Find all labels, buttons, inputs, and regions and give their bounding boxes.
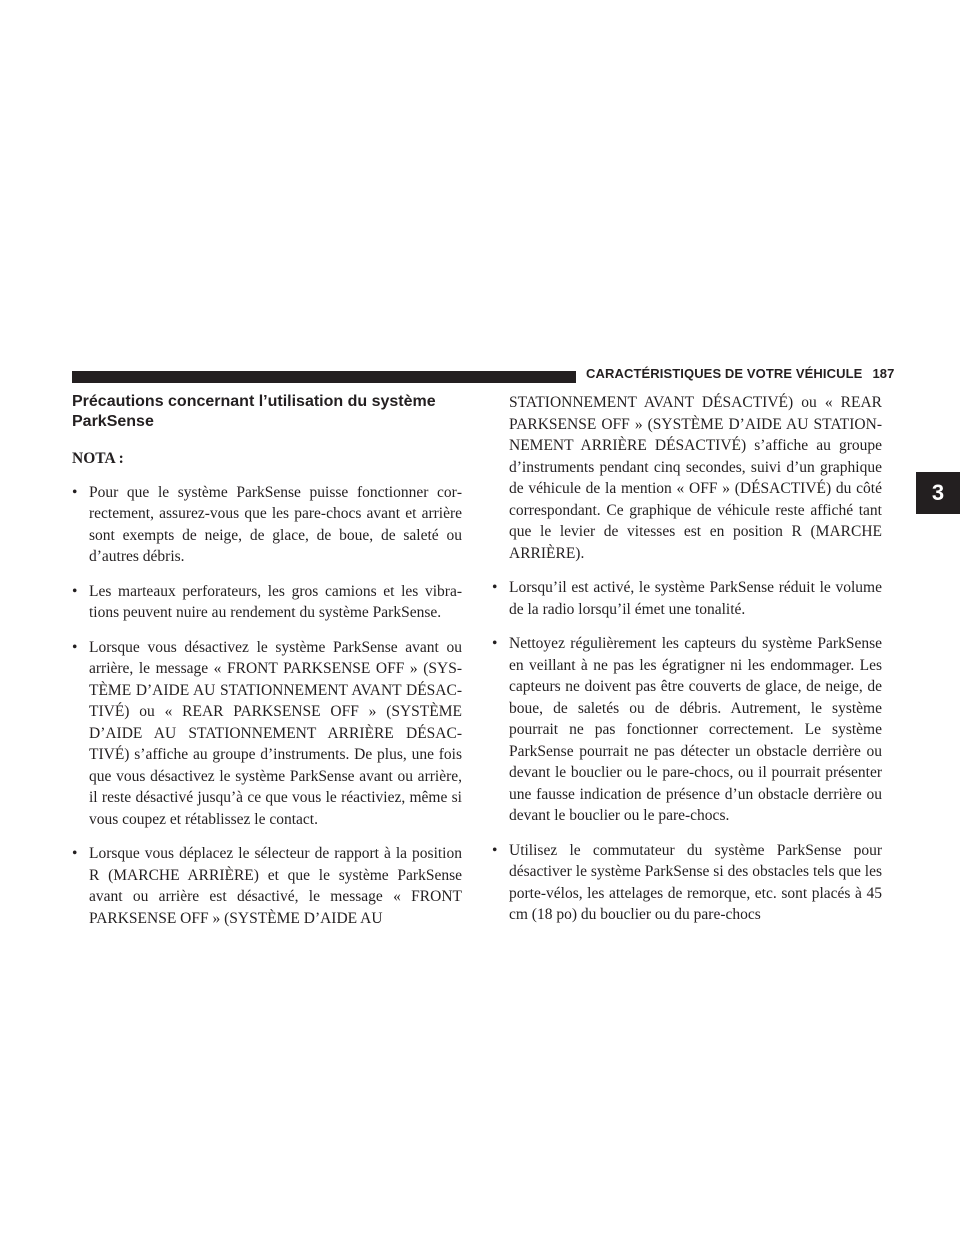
bullet-icon: • bbox=[492, 635, 498, 652]
list-item-text: Lorsque vous déplacez le sélecteur de rapport à la position R (MARCHE ARRIÈRE) et que le système ParkSense avant ou arrière est désactivé, le message « FRONT PARKSENSE OFF » (SYSTÈME D’AIDE AU bbox=[89, 845, 462, 927]
bullet-icon: • bbox=[72, 582, 78, 600]
list-item-text: Utilisez le commutateur du système ParkSense pour désactiver le système ParkSense si des obstacles tels que les porte-vélos, les attelages de remorque, etc. sont placés à 45 cm (18 po) du bouclier ou du pare-chocs bbox=[509, 841, 882, 923]
note-label: NOTA : bbox=[72, 450, 124, 467]
right-bullet-list bbox=[492, 577, 882, 926]
list-item-text: Les marteaux perforateurs, les gros camions et les vibrations peuvent nuire au rendement du système ParkSense. bbox=[89, 582, 462, 621]
left-bullet-list bbox=[72, 482, 462, 930]
header-rule bbox=[72, 371, 576, 383]
list-item bbox=[72, 482, 462, 568]
running-header bbox=[586, 366, 894, 381]
section-title-line1: Précautions concernant l’utilisation du système bbox=[72, 393, 436, 410]
bullet-continuation: STATIONNEMENT AVANT DÉSACTIVÉ) ou « REAR PARKSENSE OFF » (SYSTÈME D’AIDE AU STATIONNEMENT ARRIÈRE DÉSACTIVÉ) s’affiche au groupe d’instruments pendant cinq secondes, suivi d’un graphique de véhicule de la mention « OFF » (DÉSACTIVÉ) du côté correspondant. Ce graphique de véhicule reste affiché tant que le levier de vitesses est en position R (MARCHE ARRIÈRE). bbox=[509, 394, 882, 562]
chapter-title: CARACTÉRISTIQUES DE VOTRE VÉHICULE bbox=[586, 366, 863, 381]
bullet-icon: • bbox=[492, 579, 498, 596]
list-item bbox=[492, 577, 882, 620]
right-column bbox=[492, 392, 882, 939]
list-item bbox=[492, 633, 882, 827]
bullet-icon: • bbox=[72, 845, 78, 862]
bullet-icon: • bbox=[492, 841, 498, 859]
page-number: 187 bbox=[872, 366, 895, 381]
list-item bbox=[492, 840, 882, 926]
section-title-line2: ParkSense bbox=[72, 413, 154, 430]
list-item-text: Pour que le système ParkSense puisse fonctionner correctement, assurez-vous que les pare-chocs avant et arrière sont exempts de neige, de glace, de boue, de saleté ou d’autres débris. bbox=[89, 483, 462, 565]
chapter-tab: 3 bbox=[916, 472, 960, 514]
list-item bbox=[72, 637, 462, 831]
list-item bbox=[72, 843, 462, 929]
bullet-icon: • bbox=[72, 638, 78, 656]
list-item bbox=[72, 581, 462, 624]
left-column bbox=[72, 392, 462, 942]
section-title bbox=[72, 392, 462, 432]
bullet-icon: • bbox=[72, 483, 78, 501]
list-item-text: Lorsque vous désactivez le système ParkSense avant ou arrière, le message « FRONT PARKSENSE OFF » (SYSTÈME D’AIDE AU STATIONNEMENT AVANT DÉSACTIVÉ) ou « REAR PARKSENSE OFF » (SYSTÈME D’AIDE AU STATIONNEMENT ARRIÈRE DÉSACTIVÉ) s’affiche au groupe d’instruments. De plus, une fois que vous désactivez le système ParkSense avant ou arrière, il reste désactivé jusqu’à ce que vous le réactiviez, même si vous coupez et rétablissez le contact. bbox=[89, 638, 462, 828]
list-item-text: Lorsqu’il est activé, le système ParkSense réduit le volume de la radio lorsqu’il émet une tonalité. bbox=[509, 579, 882, 618]
list-item-text: Nettoyez régulièrement les capteurs du système ParkSense en veillant à ne pas les égratigner ni les endommager. Les capteurs ne doivent pas être couverts de glace, de neige, de boue, de saletés ou de débris. Autrement, le système pourrait ne pas fonctionner correctement. Le système ParkSense pourrait ne pas détecter un obstacle derrière ou devant le bouclier ou le pare-chocs, ou il pourrait présenter une fausse indication de présence d’un obstacle derrière ou devant le bouclier ou le pare-chocs. bbox=[509, 635, 882, 824]
